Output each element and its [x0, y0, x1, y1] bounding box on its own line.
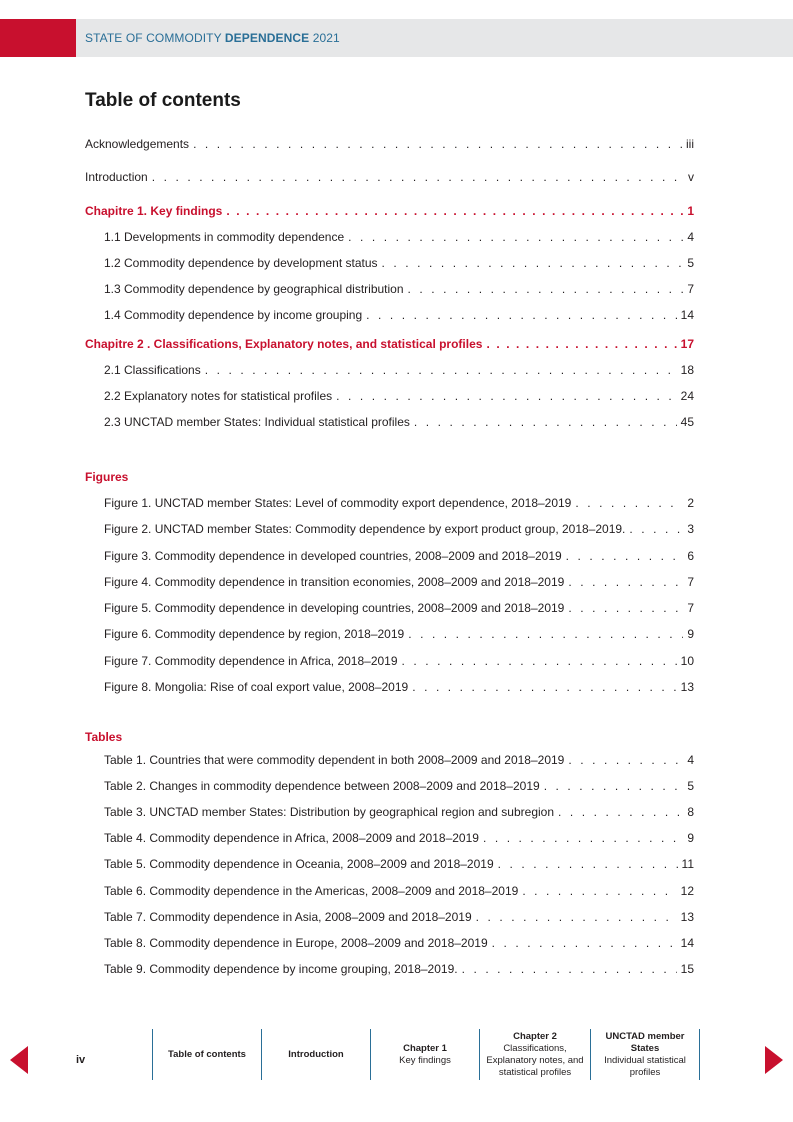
header-accent-block: [0, 19, 76, 57]
figure-entry[interactable]: Figure 3. Commodity dependence in developed countries, 2008–2009 and 2018–2019 . . . 6: [104, 549, 694, 563]
figure-entry[interactable]: Figure 2. UNCTAD member States: Commodity dependence by export product group, 2018–2019. . . . 3: [104, 522, 694, 536]
toc-entry-2-1[interactable]: 2.1 Classifications . . . 18: [104, 363, 694, 377]
toc-entry-1-1[interactable]: 1.1 Developments in commodity dependence . . . 4: [104, 230, 694, 244]
toc-entry-chapter-1[interactable]: Chapitre 1. Key findings . . . 1: [85, 204, 694, 218]
triangle-left-icon[interactable]: [10, 1046, 28, 1074]
table-entry[interactable]: Table 2. Changes in commodity dependence between 2008–2009 and 2018–2019 . . . 5: [104, 779, 694, 793]
toc-entry-2-2[interactable]: 2.2 Explanatory notes for statistical profiles . . . 24: [104, 389, 694, 403]
nav-chapter-1[interactable]: Chapter 1 Key findings: [399, 1042, 451, 1066]
page-number: iv: [76, 1054, 86, 1066]
triangle-right-icon[interactable]: [765, 1046, 783, 1074]
table-entry[interactable]: Table 9. Commodity dependence by income grouping, 2018–2019. . . . 15: [104, 962, 694, 976]
nav-chapter-2[interactable]: Chapter 2 Classifications, Explanatory notes, and statistical profiles: [486, 1030, 584, 1078]
figure-entry[interactable]: Figure 1. UNCTAD member States: Level of commodity export dependence, 2018–2019 . . . 2: [104, 496, 694, 510]
toc-entry-1-3[interactable]: 1.3 Commodity dependence by geographical distribution . . . 7: [104, 282, 694, 296]
toc-entry-introduction[interactable]: Introduction . . . v: [85, 170, 694, 184]
toc-entry-1-2[interactable]: 1.2 Commodity dependence by development status . . . 5: [104, 256, 694, 270]
table-entry[interactable]: Table 5. Commodity dependence in Oceania, 2008–2009 and 2018–2019 . . . 11: [104, 857, 694, 871]
toc-entry-2-3[interactable]: 2.3 UNCTAD member States: Individual statistical profiles . . . 45: [104, 415, 694, 429]
figure-entry[interactable]: Figure 4. Commodity dependence in transition economies, 2008–2009 and 2018–2019 . . . 7: [104, 575, 694, 589]
running-header: [0, 19, 793, 57]
page-title: Table of contents: [85, 90, 241, 111]
table-entry[interactable]: Table 6. Commodity dependence in the Americas, 2008–2009 and 2018–2019 . . . 12: [104, 884, 694, 898]
figure-entry[interactable]: Figure 6. Commodity dependence by region, 2018–2019 . . . 9: [104, 627, 694, 641]
tables-heading: Tables: [85, 730, 123, 744]
table-entry[interactable]: Table 8. Commodity dependence in Europe, 2008–2009 and 2018–2019 . . . 14: [104, 936, 694, 950]
table-entry[interactable]: Table 3. UNCTAD member States: Distribution by geographical region and subregion . . . 8: [104, 805, 694, 819]
figure-entry[interactable]: Figure 8. Mongolia: Rise of coal export value, 2008–2019 . . . 13: [104, 680, 694, 694]
table-entry[interactable]: Table 7. Commodity dependence in Asia, 2008–2009 and 2018–2019 . . . 13: [104, 910, 694, 924]
nav-divider: [699, 1029, 700, 1080]
figures-heading: Figures: [85, 470, 129, 484]
nav-member-states-profiles[interactable]: UNCTAD member States Individual statistical profiles: [604, 1030, 686, 1078]
toc-entry-chapter-2[interactable]: Chapitre 2 . Classifications, Explanatory notes, and statistical profiles . . . 17: [85, 337, 694, 351]
toc-entry-acknowledgements[interactable]: Acknowledgements . . . iii: [85, 137, 694, 151]
table-entry[interactable]: Table 4. Commodity dependence in Africa, 2008–2009 and 2018–2019 . . . 9: [104, 831, 694, 845]
table-entry[interactable]: Table 1. Countries that were commodity dependent in both 2008–2009 and 2018–2019 . . . 4: [104, 753, 694, 767]
nav-table-of-contents[interactable]: Table of contents: [168, 1048, 246, 1060]
nav-introduction[interactable]: Introduction: [288, 1048, 344, 1060]
toc-entry-1-4[interactable]: 1.4 Commodity dependence by income grouping . . . 14: [104, 308, 694, 322]
figure-entry[interactable]: Figure 7. Commodity dependence in Africa, 2018–2019 . . . 10: [104, 654, 694, 668]
figure-entry[interactable]: Figure 5. Commodity dependence in developing countries, 2008–2009 and 2018–2019 . . . 7: [104, 601, 694, 615]
report-title: STATE OF COMMODITY DEPENDENCE 2021: [85, 31, 340, 45]
